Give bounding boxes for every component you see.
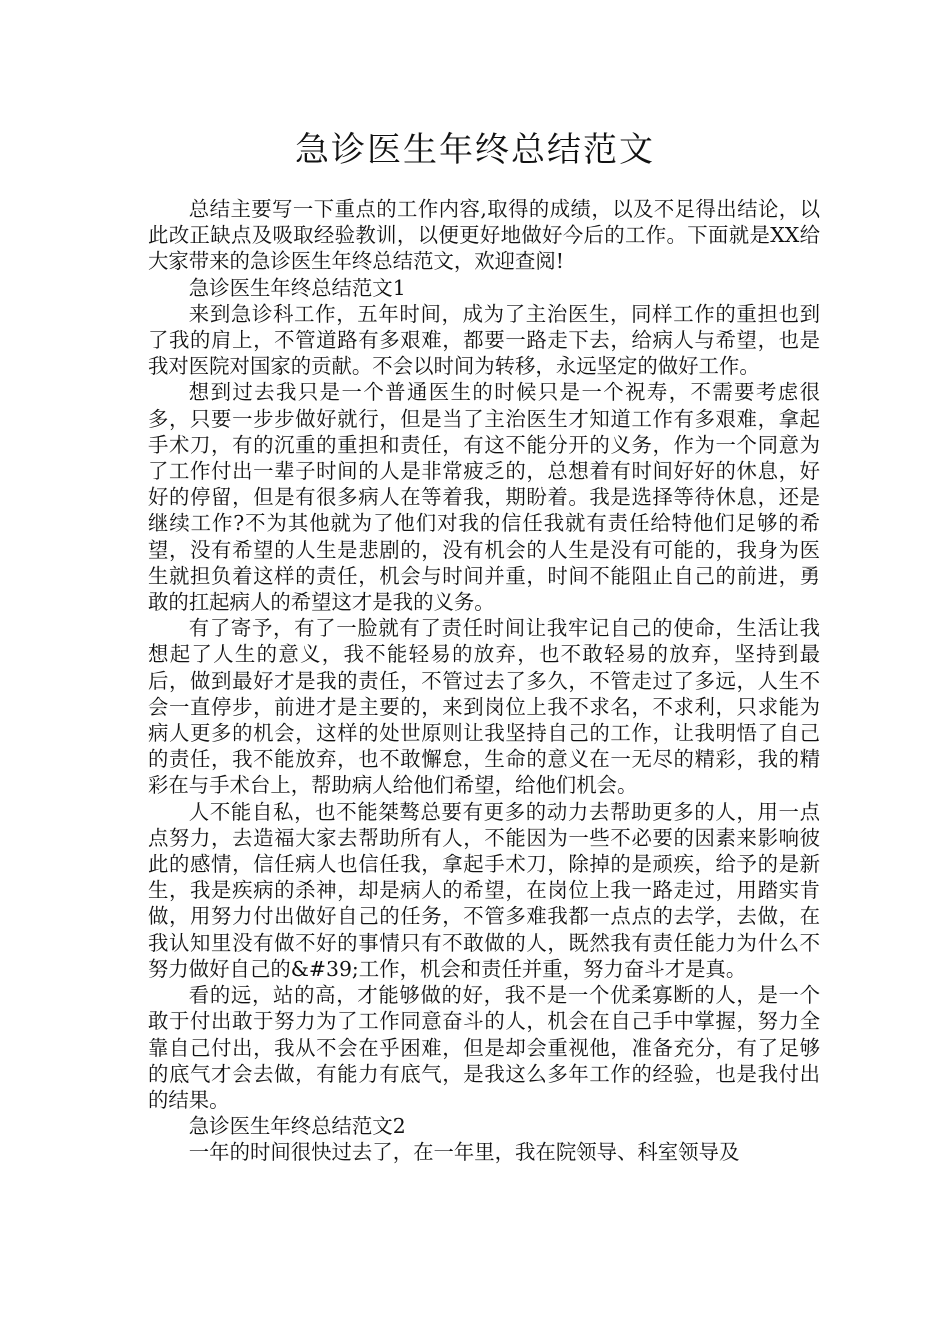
intro-paragraph: 总结主要写一下重点的工作内容,取得的成绩，以及不足得出结论，以此改正缺点及吸取经验教训，以便更好地做好今后的工作。下面就是XX给大家带来的急诊医生年终总结范文，欢迎查阅! <box>148 197 820 274</box>
document-body <box>148 196 820 1166</box>
section-heading-1: 急诊医生年终总结范文1 <box>188 275 406 300</box>
body-paragraph: 人不能自私，也不能桀骜总要有更多的动力去帮助更多的人，用一点点努力，去造福大家去帮助所有人，不能因为一些不必要的因素来影响彼此的感情，信任病人也信任我，拿起手术刀，除掉的是顽疾，给予的是新生，我是疾病的杀神，却是病人的希望，在岗位上我一路走过，用踏实肯做，用努力付出做好自己的任务，不管多难我都一点点的去学，去做，在我认知里没有做不好的事情只有不敢做的人，既然我有责任能力为什么不努力做好自己的&#39;工作，机会和责任并重，努力奋斗才是真。 <box>148 799 820 981</box>
document-title: 急诊医生年终总结范文 <box>295 130 655 170</box>
body-paragraph: 一年的时间很快过去了，在一年里，我在院领导、科室领导及 <box>188 1140 740 1165</box>
section-heading-2: 急诊医生年终总结范文2 <box>188 1114 406 1139</box>
body-paragraph: 看的远，站的高，才能够做的好，我不是一个优柔寡断的人，是一个敢于付出敢于努力为了工作同意奋斗的人，机会在自己手中掌握，努力全靠自己付出，我从不会在乎困难，但是却会重视他，准备充分，有了足够的底气才会去做，有能力有底气，是我这么多年工作的经验，也是我付出的结果。 <box>148 983 820 1112</box>
body-paragraph: 有了寄予，有了一脸就有了责任时间让我牢记自己的使命，生活让我想起了人生的意义，我不能轻易的放弃，也不敢轻易的放弃，坚持到最后，做到最好才是我的责任，不管过去了多久，不管走过了多远，人生不会一直停步，前进才是主要的，来到岗位上我不求名，不求利，只求能为病人更多的机会，这样的处世原则让我坚持自己的工作，让我明悟了自己的责任，我不能放弃，也不敢懈怠，生命的意义在一无尽的精彩，我的精彩在与手术台上，帮助病人给他们希望，给他们机会。 <box>148 616 820 798</box>
body-paragraph: 来到急诊科工作，五年时间，成为了主治医生，同样工作的重担也到了我的肩上，不管道路有多艰难，都要一路走下去，给病人与希望，也是我对医院对国家的贡献。不会以时间为转移，永远坚定的做好工作。 <box>148 301 820 379</box>
body-paragraph: 想到过去我只是一个普通医生的时候只是一个祝寿，不需要考虑很多，只要一步步做好就行，但是当了主治医生才知道工作有多艰难，拿起手术刀，有的沉重的重担和责任，有这不能分开的义务，作为一个同意为了工作付出一辈子时间的人是非常疲乏的，总想着有时间好好的休息，好好的停留，但是有很多病人在等着我，期盼着。我是选择等待休息，还是继续工作?不为其他就为了他们对我的信任我就有责任给特他们足够的希望，没有希望的人生是悲剧的，没有机会的人生是没有可能的，我身为医生就担负着这样的责任，机会与时间并重，时间不能阻止自己的前进，勇敢的扛起病人的希望这才是我的义务。 <box>148 380 820 615</box>
